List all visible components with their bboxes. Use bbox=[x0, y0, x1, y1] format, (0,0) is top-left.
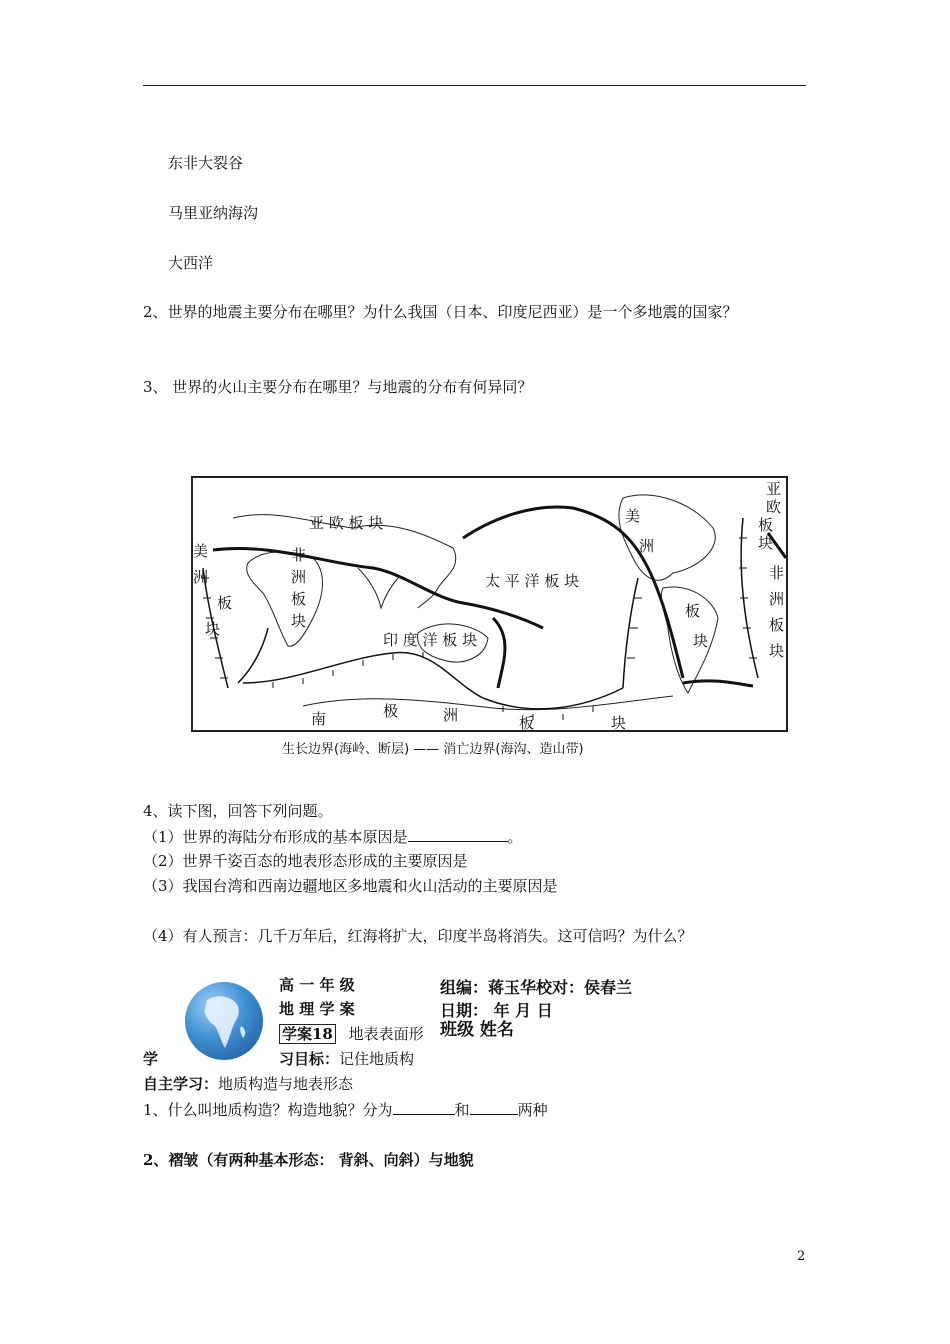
item-east-africa-rift: 东非大裂谷 bbox=[168, 154, 244, 172]
header-goal-row bbox=[279, 1048, 414, 1069]
plate-boundary-map bbox=[191, 476, 788, 732]
label-left-america-1: 美 bbox=[193, 542, 209, 560]
q4-intro: 4、读下图，回答下列问题。 bbox=[143, 802, 333, 820]
section-2: 2、褶皱（有两种基本形态： 背斜、向斜）与地貌 bbox=[143, 1151, 474, 1169]
q4-part-1-blank[interactable] bbox=[408, 827, 508, 842]
q4-part-3: （3）我国台湾和西南边疆地区多地震和火山活动的主要原因是 bbox=[143, 877, 558, 895]
map-legend: 生长边界(海岭、断层) —— 消亡边界(海沟、造山带) bbox=[282, 742, 584, 757]
label-america-bottom bbox=[685, 596, 708, 656]
self-study-row bbox=[143, 1073, 353, 1094]
label-eurasia: 亚 欧 板 块 bbox=[309, 514, 384, 532]
section-1-text-a: 1、什么叫地质构造？构造地貌？分为 bbox=[143, 1101, 393, 1119]
label-right-eurasia-1: 亚 bbox=[766, 480, 782, 498]
label-right-eurasia bbox=[758, 480, 782, 552]
label-africa-3: 板 bbox=[291, 590, 307, 608]
q4-part-1 bbox=[143, 826, 523, 847]
section-1-text-b: 和 bbox=[454, 1101, 470, 1119]
label-right-africa bbox=[769, 560, 784, 664]
label-africa-2: 洲 bbox=[291, 568, 307, 586]
header-subject: 地 理 学 案 bbox=[279, 1000, 355, 1018]
q4-part-4: （4）有人预言：几千万年后，红海将扩大，印度半岛将消失。这可信吗？为什么？ bbox=[143, 927, 693, 945]
section-1-blank-1[interactable] bbox=[393, 1100, 455, 1115]
label-left-america-3: 板 bbox=[217, 594, 233, 612]
goal-label: 习目标： bbox=[279, 1050, 340, 1068]
label-left-america-2: 洲 bbox=[193, 568, 209, 586]
question-2: 2、世界的地震主要分布在哪里？为什么我国（日本、印度尼西亚）是一个多地震的国家？ bbox=[143, 303, 738, 321]
label-pacific: 太 平 洋 板 块 bbox=[485, 572, 580, 590]
q4-part-1-text: （1）世界的海陆分布形成的基本原因是 bbox=[143, 828, 408, 846]
label-right-africa-3: 板 bbox=[769, 616, 785, 634]
header-date: 日期： 年 月 日 bbox=[440, 1001, 553, 1020]
page-number: 2 bbox=[797, 1249, 806, 1264]
section-1-blank-2[interactable] bbox=[470, 1100, 518, 1115]
globe-image bbox=[185, 982, 263, 1060]
label-america-1: 美 bbox=[625, 507, 641, 525]
question-3: 3、 世界的火山主要分布在哪里？与地震的分布有何异同？ bbox=[143, 378, 533, 396]
label-america-top bbox=[625, 501, 654, 561]
label-right-africa-1: 非 bbox=[769, 564, 785, 582]
section-1 bbox=[143, 1099, 548, 1120]
q4-part-1-end: 。 bbox=[507, 828, 523, 846]
label-right-eurasia-2: 欧 bbox=[766, 498, 782, 516]
goal-text: 记住地质构 bbox=[339, 1050, 415, 1068]
self-study-label: 自主学习： bbox=[143, 1075, 219, 1093]
q4-part-2: （2）世界千姿百态的地表形态形成的主要原因是 bbox=[143, 852, 468, 870]
label-antarctic-3: 洲 bbox=[443, 706, 459, 724]
header-editor: 组编：蒋玉华校对：侯春兰 bbox=[440, 978, 633, 997]
header-grade: 高 一 年 级 bbox=[279, 976, 355, 994]
label-right-eurasia-4: 块 bbox=[758, 534, 774, 552]
label-america-2: 洲 bbox=[639, 537, 655, 555]
label-antarctic-1: 南 bbox=[311, 710, 327, 728]
item-mariana-trench: 马里亚纳海沟 bbox=[168, 204, 259, 222]
section-1-text-c: 两种 bbox=[517, 1101, 548, 1119]
africa-outline bbox=[247, 552, 323, 646]
label-antarctic-2: 极 bbox=[383, 702, 399, 720]
self-study-text: 地质构造与地表形态 bbox=[218, 1075, 354, 1093]
header-xue: 学 bbox=[143, 1050, 159, 1068]
label-right-eurasia-3: 板 bbox=[758, 516, 774, 534]
header-class-name: 班级 姓名 bbox=[440, 1020, 514, 1040]
label-america-3: 板 bbox=[685, 602, 701, 620]
label-indian: 印 度 洋 板 块 bbox=[383, 631, 478, 649]
case-title: 地表表面形 bbox=[348, 1025, 424, 1043]
case-number-box: 学案18 bbox=[279, 1024, 336, 1044]
label-right-africa-4: 块 bbox=[769, 642, 785, 660]
label-antarctic-5: 块 bbox=[611, 714, 627, 732]
label-africa-4: 块 bbox=[291, 612, 307, 630]
label-america-4: 块 bbox=[693, 632, 709, 650]
label-africa-1: 非 bbox=[291, 546, 307, 564]
label-africa bbox=[291, 544, 307, 632]
header-case-row bbox=[279, 1023, 424, 1044]
label-left-america-4: 块 bbox=[205, 620, 221, 638]
label-right-africa-2: 洲 bbox=[769, 590, 785, 608]
africa-globe-icon bbox=[185, 982, 263, 1060]
header-rule bbox=[143, 85, 806, 86]
label-left-america bbox=[193, 538, 232, 642]
item-atlantic: 大西洋 bbox=[168, 254, 214, 272]
label-antarctic-4: 板 bbox=[519, 714, 535, 732]
